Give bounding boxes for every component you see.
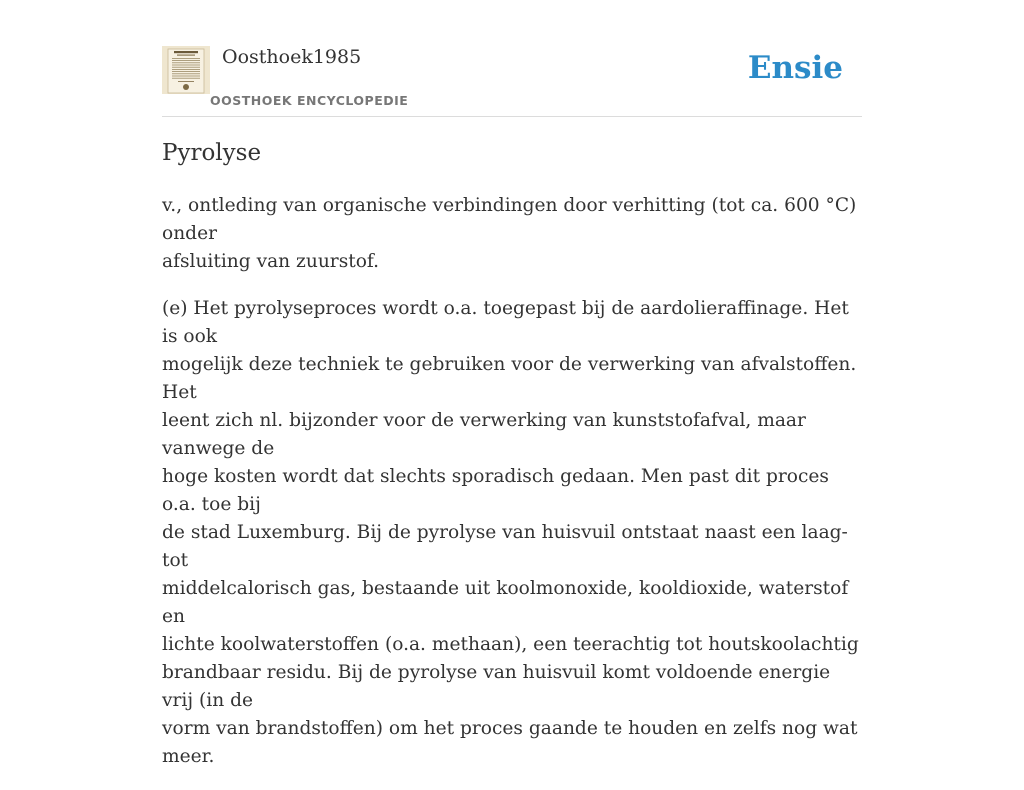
article-header [162, 44, 862, 117]
page-title: Pyrolyse [162, 140, 262, 166]
ensie-logo[interactable]: Ensie [747, 50, 843, 86]
source-label[interactable]: OOSTHOEK ENCYCLOPEDIE [210, 93, 409, 108]
definition-paragraph: v., ontleding van organische verbindingen door verhitting (tot ca. 600 °C) onder afsluiting van zuurstof. [162, 195, 857, 272]
author-avatar[interactable] [162, 46, 210, 94]
explanation-paragraph: (e) Het pyrolyseproces wordt o.a. toegepast bij de aardolieraffinage. Het is ook mogelijk deze techniek te gebruiken voor de verwerking van afvalstoffen. Het leent zich nl. bijzonder voor de verwerking van kunststofafval, maar vanwege de hoge kosten wordt dat slechts sporadisch gedaan. Men past dit proces o.a. toe bij de stad Luxemburg. Bij de pyrolyse van huisvuil ontstaat naast een laag- tot middelcalorisch gas, bestaande uit koolmonoxide, kooldioxide, waterstof en lichte koolwaterstoffen (o.a. methaan), een teerachtig tot houtskoolachtig brandbaar residu. Bij de pyrolyse van huisvuil komt voldoende energie vrij (in de vorm van brandstoffen) om het proces gaande te houden en zelfs nog wat meer. [162, 298, 859, 767]
author-name[interactable]: Oosthoek1985 [222, 46, 362, 68]
book-cover-icon [162, 46, 210, 94]
article-body [162, 192, 862, 790]
